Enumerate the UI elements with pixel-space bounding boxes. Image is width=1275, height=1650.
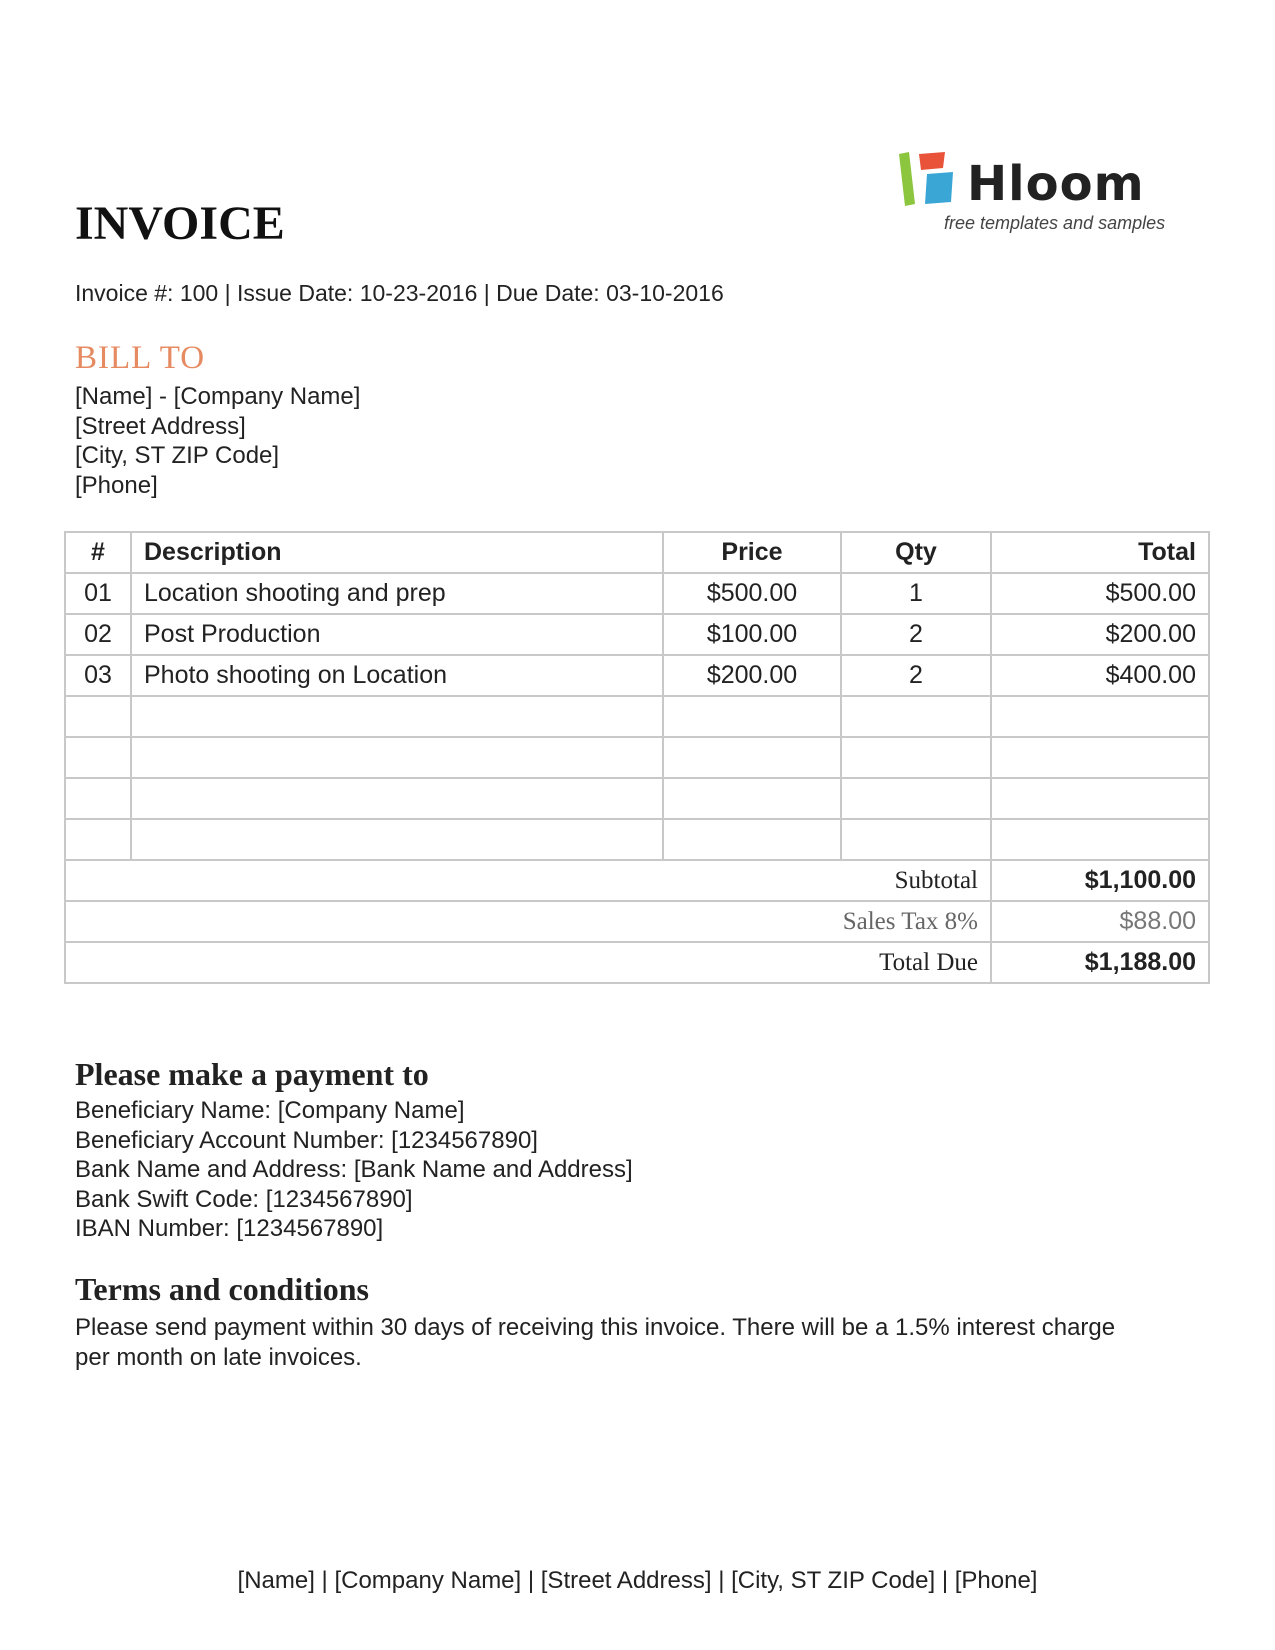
row-qty bbox=[841, 819, 991, 860]
row-price bbox=[663, 819, 841, 860]
iban-number: IBAN Number: [1234567890] bbox=[75, 1215, 384, 1242]
table-row-empty bbox=[65, 819, 1209, 860]
row-qty bbox=[841, 737, 991, 778]
logo-tagline: free templates and samples bbox=[944, 213, 1166, 233]
row-number bbox=[65, 737, 131, 778]
row-total: $500.00 bbox=[991, 573, 1209, 614]
beneficiary-account: Beneficiary Account Number: [1234567890] bbox=[75, 1126, 538, 1154]
header-total: Total bbox=[991, 532, 1209, 573]
bank-name-address: Bank Name and Address: [Bank Name and Address] bbox=[75, 1156, 633, 1183]
row-total: $200.00 bbox=[991, 614, 1209, 655]
logo-name: Hloom bbox=[967, 156, 1145, 212]
row-total bbox=[991, 778, 1209, 819]
row-price bbox=[663, 737, 841, 778]
row-price bbox=[663, 778, 841, 819]
row-price: $200.00 bbox=[663, 655, 841, 696]
bill-to-name: [Name] - [Company Name] bbox=[75, 383, 361, 410]
row-qty bbox=[841, 778, 991, 819]
hloom-logo-icon bbox=[897, 150, 959, 212]
total-due-row bbox=[65, 942, 1209, 983]
bill-to-street: [Street Address] bbox=[75, 412, 246, 440]
header-qty: Qty bbox=[841, 532, 991, 573]
row-number bbox=[65, 819, 131, 860]
sales-tax-row bbox=[65, 901, 1209, 942]
sales-tax-value: $88.00 bbox=[991, 901, 1209, 942]
bank-swift-code: Bank Swift Code: [1234567890] bbox=[75, 1185, 413, 1213]
table-row bbox=[65, 655, 1209, 696]
issue-date: 10-23-2016 bbox=[359, 280, 478, 306]
row-description bbox=[131, 778, 663, 819]
bill-to-city: [City, ST ZIP Code] bbox=[75, 442, 280, 469]
bill-to-phone: [Phone] bbox=[75, 471, 158, 499]
hloom-logo bbox=[897, 148, 1187, 238]
table-row bbox=[65, 614, 1209, 655]
row-number bbox=[65, 778, 131, 819]
subtotal-value: $1,100.00 bbox=[991, 860, 1209, 901]
row-description bbox=[131, 819, 663, 860]
header-number: # bbox=[65, 532, 131, 573]
row-description: Photo shooting on Location bbox=[131, 655, 663, 696]
payment-details bbox=[75, 1096, 633, 1244]
invoice-title: INVOICE bbox=[75, 197, 285, 250]
row-qty: 2 bbox=[841, 614, 991, 655]
row-description bbox=[131, 696, 663, 737]
row-price: $500.00 bbox=[663, 573, 841, 614]
invoice-number: 100 bbox=[179, 280, 219, 306]
invoice-number-label: Invoice #: bbox=[75, 280, 174, 306]
row-total: $400.00 bbox=[991, 655, 1209, 696]
row-description: Post Production bbox=[131, 614, 663, 655]
terms-text: Please send payment within 30 days of receiving this invoice. There will be a 1.5% interest charge per month on late invoices. bbox=[75, 1314, 1116, 1371]
table-row-empty bbox=[65, 696, 1209, 737]
header-description: Description bbox=[131, 532, 663, 573]
invoice-meta bbox=[75, 280, 724, 307]
terms-heading: Terms and conditions bbox=[75, 1271, 369, 1307]
row-qty bbox=[841, 696, 991, 737]
table-row bbox=[65, 573, 1209, 614]
row-description: Location shooting and prep bbox=[131, 573, 663, 614]
row-number bbox=[65, 696, 131, 737]
meta-separator: | bbox=[224, 280, 231, 306]
line-items-table bbox=[64, 531, 1210, 984]
row-qty: 2 bbox=[841, 655, 991, 696]
table-header-row bbox=[65, 532, 1209, 573]
issue-date-label: Issue Date: bbox=[236, 280, 354, 306]
due-date: 03-10-2016 bbox=[606, 280, 724, 306]
due-date-label: Due Date: bbox=[496, 280, 600, 306]
subtotal-label: Subtotal bbox=[65, 860, 991, 901]
beneficiary-name: Beneficiary Name: [Company Name] bbox=[75, 1097, 465, 1124]
total-due-label: Total Due bbox=[65, 942, 991, 983]
row-number: 02 bbox=[65, 614, 131, 655]
row-price: $100.00 bbox=[663, 614, 841, 655]
row-number: 03 bbox=[65, 655, 131, 696]
sales-tax-label: Sales Tax 8% bbox=[65, 901, 991, 942]
meta-separator: | bbox=[483, 280, 490, 306]
row-description bbox=[131, 737, 663, 778]
row-total bbox=[991, 696, 1209, 737]
total-due-value: $1,188.00 bbox=[991, 942, 1209, 983]
subtotal-row bbox=[65, 860, 1209, 901]
header-price: Price bbox=[663, 532, 841, 573]
row-qty: 1 bbox=[841, 573, 991, 614]
payment-heading: Please make a payment to bbox=[75, 1056, 429, 1092]
row-total bbox=[991, 737, 1209, 778]
bill-to-address bbox=[75, 382, 360, 500]
row-number: 01 bbox=[65, 573, 131, 614]
row-price bbox=[663, 696, 841, 737]
table-row-empty bbox=[65, 737, 1209, 778]
row-total bbox=[991, 819, 1209, 860]
table-row-empty bbox=[65, 778, 1209, 819]
footer-contact: [Name] | [Company Name] | [Street Address] | [City, ST ZIP Code] | [Phone] bbox=[237, 1567, 1038, 1594]
bill-to-heading: BILL TO bbox=[75, 340, 206, 376]
